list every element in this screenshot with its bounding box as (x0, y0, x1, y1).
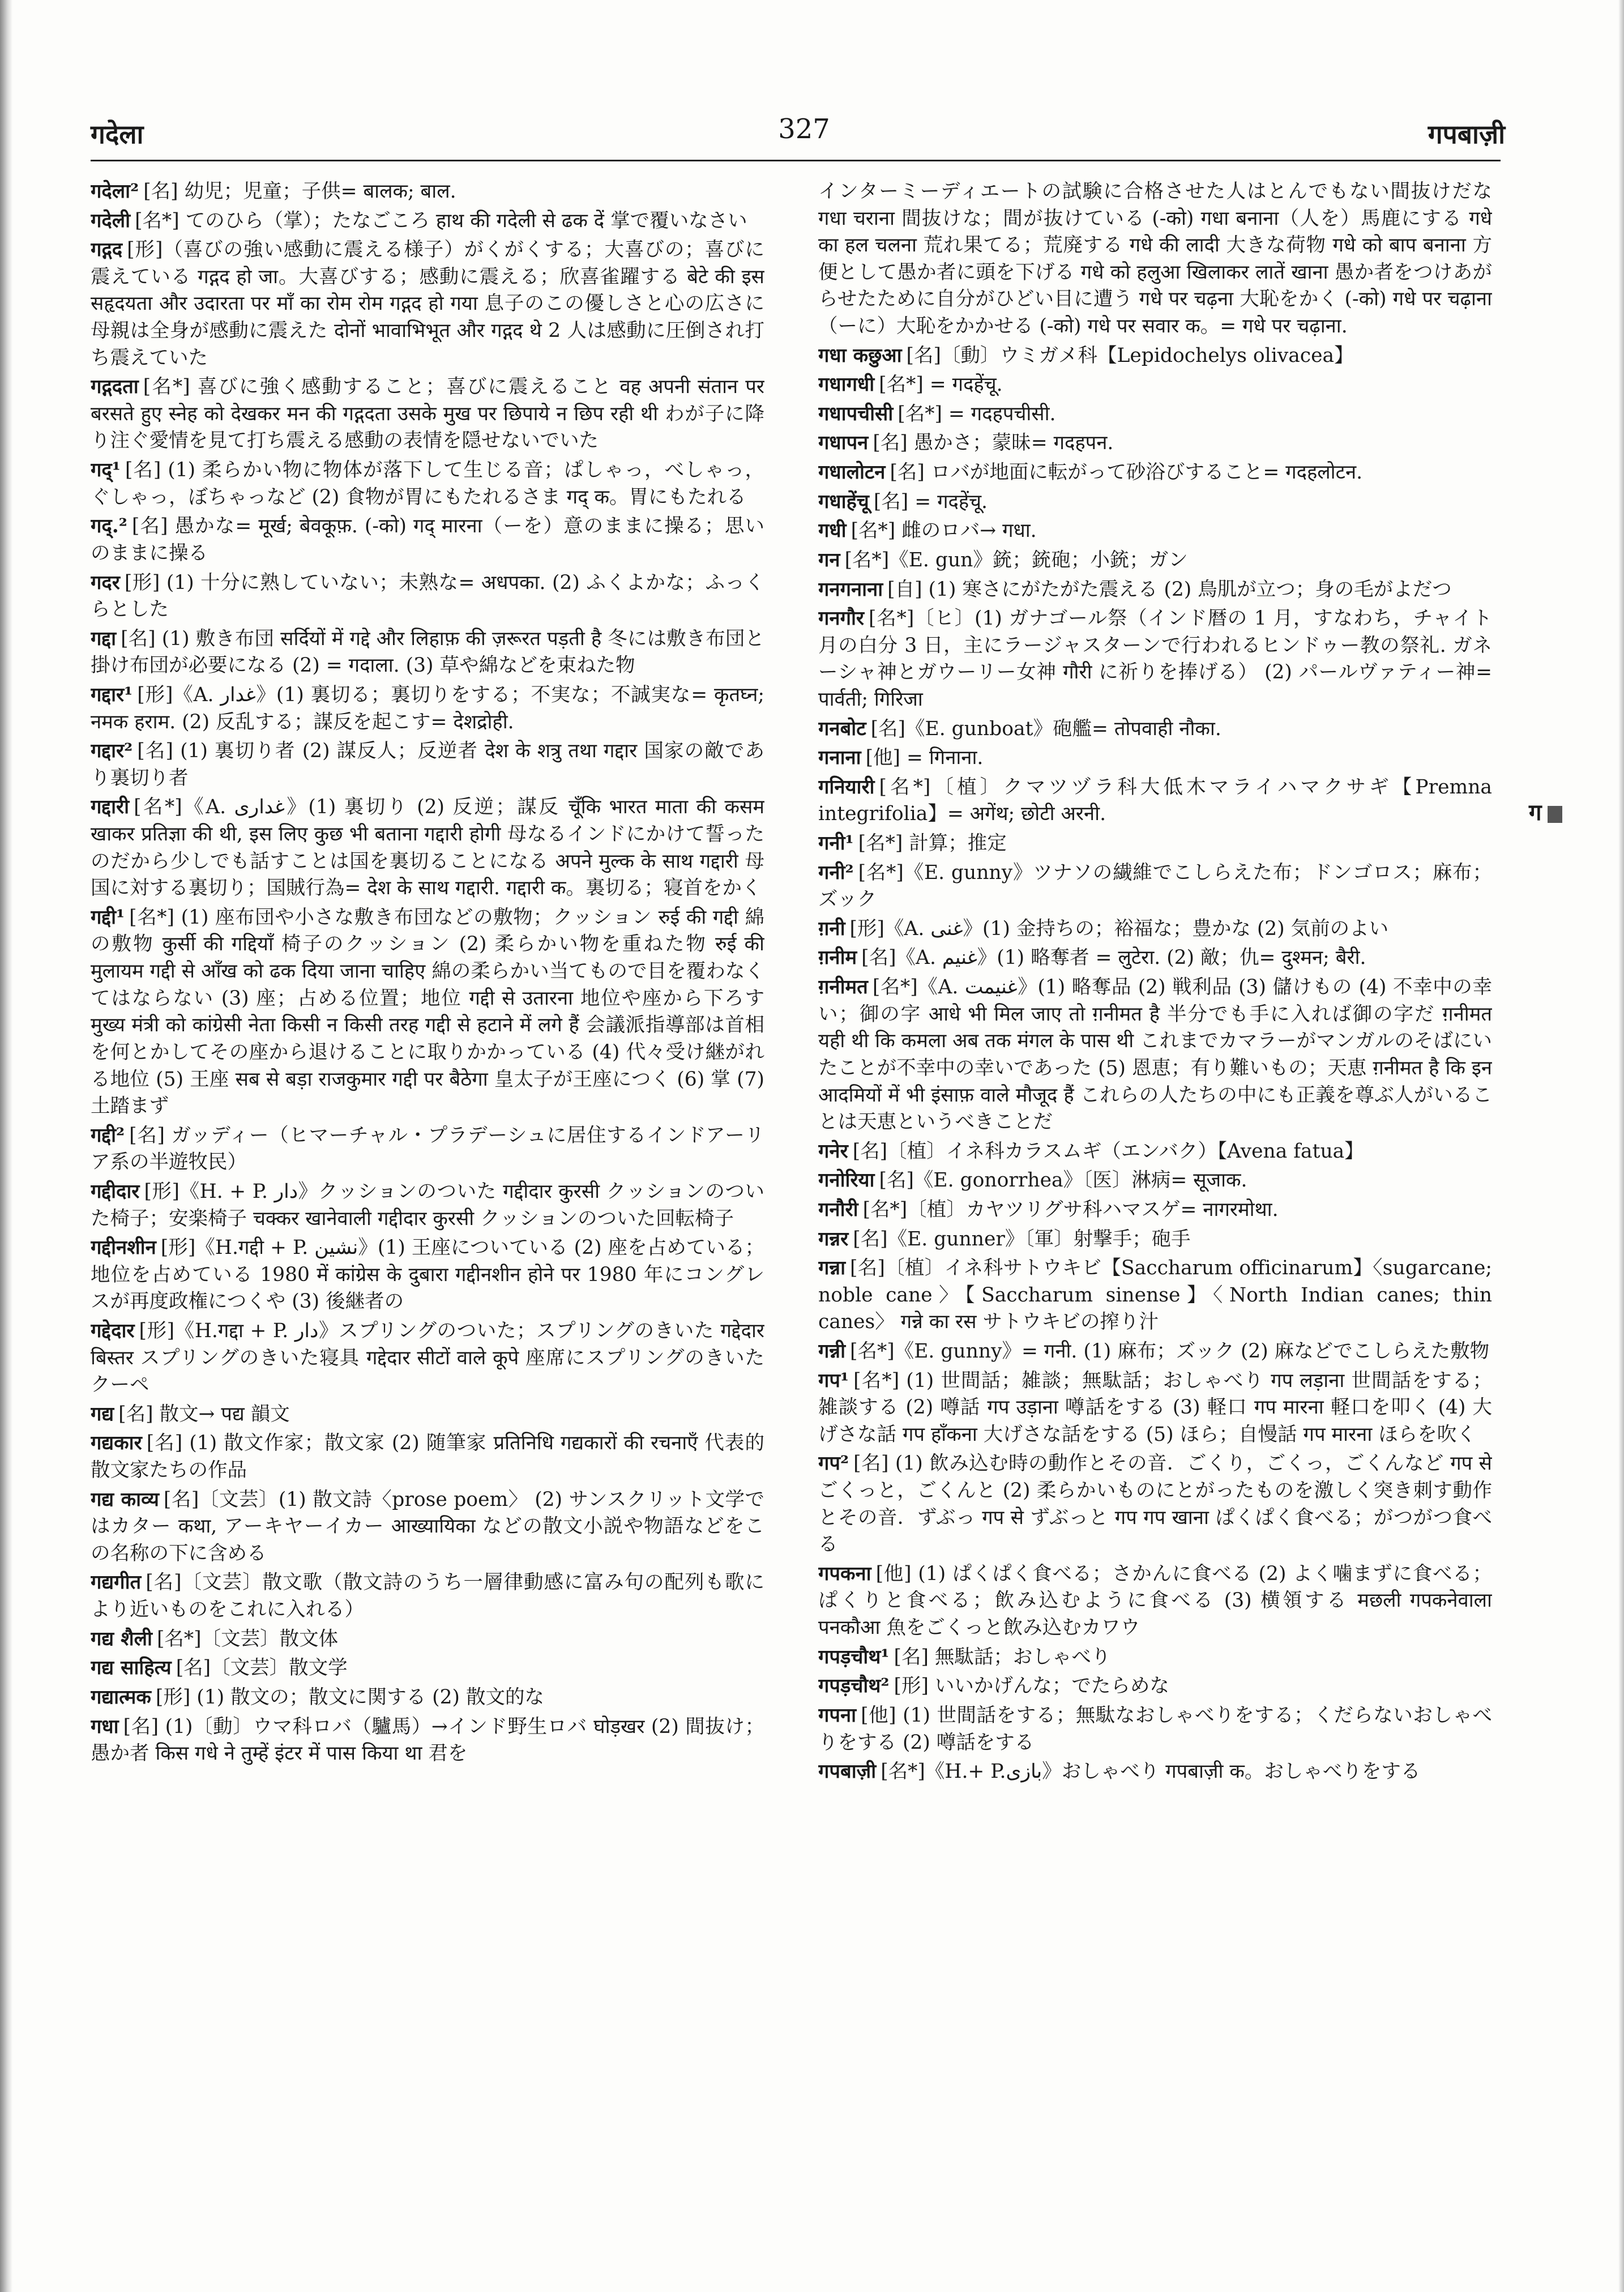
entry-definition: [形] いいかげんな；でたらめな (894, 1675, 1169, 1698)
dictionary-entry (91, 1487, 764, 1568)
header-rule (91, 160, 1501, 161)
entry-definition: [形]（喜びの強い感動に震える様子）がくがくする；大喜びの；喜びに震えている गद्गद हो जा。大喜びする；感動に震える；欣喜雀躍する बेटे की इस सहृदयता और उदारता पर माँ का रोम रोम गद्गद हो गया 息子のこの優しさと心の広さに母親は全身が感動に震えた दोनों भावाभिभूत और गद्गद थे 2 人は感動に圧倒され打ち震えていた (91, 238, 764, 369)
entry-headword: गद्यकार (91, 1432, 142, 1455)
dictionary-entry (818, 860, 1492, 914)
entry-headword: गद्दारी (91, 796, 130, 819)
dictionary-entry (91, 682, 764, 736)
dictionary-entry (818, 1702, 1492, 1756)
entry-definition: [名] 幼児；児童；子供= बालक; बाल. (143, 180, 456, 203)
entry-headword: गद्गदता (91, 375, 139, 399)
thumb-index-tab (1529, 796, 1585, 825)
entry-definition: [名*]〔ヒ〕(1) ガナゴール祭（インド暦の 1 月，すなわち，チャイト月の白分 3 日，主にラージャスターンで行われるヒンドゥー教の祭礼. ガネーシャ神とガウーリー女神 गौरी に祈りを捧げる） (2) パールヴァティー神= पार्वती; गिरिजा (818, 607, 1492, 711)
entry-definition: [名] (1) 裏切り者 (2) 謀反人；反逆者 देश के शत्रु तथा गद्दार 国家の敵であり裏切り者 (91, 740, 764, 789)
dictionary-entry (91, 513, 764, 567)
entry-headword: गद्दार¹ (91, 683, 133, 706)
entry-headword: गपड़चौथ² (818, 1675, 890, 1698)
dictionary-entry (818, 430, 1492, 457)
entry-definition: インターミーディエートの試験に合格させた人はとんでもない間抜けだな गधा चराना 間抜けな；間が抜けている (-को) गधा बनाना（人を）馬鹿にする गधे का हल चलना 荒れ果てる；荒廃する गधे की लादी 大きな荷物 गधे को बाप बनाना 方便として愚か者に頭を下げる गधे को हलुआ खिलाकर लातें खाना 愚か者をつけあがらせたために自分がひどい目に遭う गधे पर चढ़ना 大恥をかく (-को) गधे पर चढ़ाना（ーに）大恥をかかせる (-को) गधे पर सवार क。= गधे पर चढ़ाना. (818, 180, 1492, 338)
entry-definition: [名*]《A. غداری》(1) 裏切り (2) 反逆；謀反 चूँकि भारत माता की कसम खाकर प्रतिज्ञा की थी, इस लिए कुछ भी बताना गद्दारी होगी 母なるインドにかけて誓ったのだから少しでも話すことは国を裏切ることになる अपने मुल्क के साथ गद्दारी 母国に対する裏切り；国賊行為= देश के साथ गद्दारी. गद्दारी क。裏切る；寝首をかく (91, 796, 764, 900)
dictionary-entry (818, 1255, 1492, 1336)
entry-headword: गधा (91, 1715, 119, 1738)
entry-definition: [他] (1) 世間話をする；無駄なおしゃべりをする；くだらないおしゃべりをする (2) 噂話をする (818, 1704, 1492, 1754)
dictionary-entry (818, 774, 1492, 828)
dictionary-entry (91, 208, 764, 235)
entry-headword: गपड़चौथ¹ (818, 1645, 890, 1668)
entry-definition: [名]〔植〕イネ科カラスムギ（エンバク）【Avena fatua】 (852, 1139, 1364, 1163)
entry-headword: गधाहेंचू (818, 490, 869, 513)
dictionary-entry (91, 374, 764, 455)
dictionary-entry (91, 1714, 764, 1768)
entry-headword: गनोरिया (818, 1169, 875, 1192)
entry-headword: गद्य (91, 1402, 114, 1425)
entry-definition: [名]《E. gonorrhea》〔医〕淋病= सूजाक. (879, 1169, 1247, 1192)
entry-headword: गधापन (818, 432, 869, 455)
entry-headword: गद्य शैली (91, 1627, 152, 1650)
dictionary-entry (818, 1561, 1492, 1642)
entry-definition: [形]《H.गद्दा + P. دار》スプリングのついた；スプリングのきいた गद्देदार बिस्तर スプリングのきいた寝具 गद्देदार सीटों वाले कूपे 座席にスプリングのきいたクーペ (91, 1319, 764, 1397)
dictionary-entry (818, 401, 1492, 428)
entry-headword: गपना (818, 1704, 857, 1727)
dictionary-entry (91, 1318, 764, 1399)
entry-definition: [名] ガッディー（ヒマーチャル・プラデーシュに居住するインドアーリア系の半遊牧民） (91, 1124, 764, 1174)
left-guide-word: गदेला (91, 119, 144, 150)
entry-definition: [名] (1) 柔らかい物に物体が落下して生じる音；ぱしゃっ，べしゃっ，ぐしゃっ，ぼちゃっなど (2) 食物が胃にもたれるさま गद्‌ क。胃にもたれる (91, 459, 764, 509)
dictionary-entry (818, 974, 1492, 1136)
entry-headword: गनगनाना (818, 578, 883, 601)
dictionary-entry (818, 178, 1492, 340)
entry-definition: [名] = गदहेंचू. (873, 490, 988, 513)
entry-headword: गद्दीनशीन (91, 1236, 156, 1260)
dictionary-entry (91, 1684, 764, 1711)
entry-definition: [他] = गिनाना. (865, 746, 984, 770)
dictionary-entry (818, 1167, 1492, 1194)
entry-headword: गद्देदार (91, 1319, 135, 1342)
entry-definition: [名]《A. غنیم》(1) 略奪者 = लुटेरा. (2) 敵；仇= दुश्मन; बैरी. (861, 946, 1366, 970)
dictionary-entry (91, 1235, 764, 1316)
entry-definition: [形]《A. غنی》(1) 金持ちの；裕福な；豊かな (2) 気前のよい (849, 917, 1389, 940)
entry-definition: [名*]《H.+ P.بازی》おしゃべり गपबाज़ी क。おしゃべりをする (881, 1760, 1421, 1783)
binding-shadow (0, 0, 12, 2292)
entry-headword: गद्.² (91, 515, 127, 538)
dictionary-entry (818, 547, 1492, 574)
dictionary-entry (818, 1644, 1492, 1671)
right-guide-word: गपबाज़ी (1428, 119, 1505, 150)
entry-definition: [名*]《E. gunny》ツナソの繊維でこしらえた布；ドンゴロス；麻布；ズック (818, 861, 1492, 911)
dictionary-entry (91, 1122, 764, 1176)
entry-headword: गद्¹ (91, 459, 121, 482)
entry-definition: [名*]〔文芸〕散文体 (156, 1627, 339, 1650)
entry-headword: गद्य साहित्य (91, 1657, 172, 1680)
entry-definition: [形]《H.गद्दी + P. نشین》(1) 王座についている (2) 座を占めている；地位を占めている 1980 में कांग्रेस के दुबारा गद्दीनशीन होने पर 1980 年にコングレスが再度政権につくや (3) 後継者の (91, 1236, 764, 1313)
thumb-index-letter: ग (1529, 799, 1542, 826)
entry-definition: [名*]〔植〕クマツヅラ科大低木マライハマクサギ【Premna integrifolia】= अगेंथ; छोटी अरनी. (818, 775, 1492, 826)
dictionary-entry (818, 1138, 1492, 1166)
thumb-index-mark (1548, 806, 1562, 823)
entry-definition: [名] 愚かさ；蒙昧= गदहपन. (873, 432, 1114, 455)
dictionary-entry (91, 457, 764, 511)
entry-headword: गद्गद (91, 238, 123, 262)
entry-definition: [名*] = गदहपचीसी. (898, 402, 1056, 425)
dictionary-entry (91, 1179, 764, 1232)
dictionary-entry (818, 489, 1492, 516)
page-number: 327 (778, 113, 830, 145)
entry-definition: [形] (1) 散文の；散文に関する (2) 散文的な (155, 1685, 544, 1709)
entry-definition: [名] ロバが地面に転がって砂浴びすること= गदहलोटन. (890, 461, 1363, 484)
entry-headword: गदेला² (91, 180, 139, 203)
entry-definition: [名*] 雌のロバ→ गधा. (851, 519, 1037, 543)
entry-headword: ग़नीम (818, 946, 857, 970)
dictionary-entry (818, 1450, 1492, 1558)
dictionary-entry (818, 745, 1492, 772)
dictionary-entry (91, 794, 764, 902)
dictionary-entry (818, 916, 1492, 943)
entry-definition: [名]〔動〕ウミガメ科【Lepidochelys olivacea】 (906, 344, 1354, 367)
entry-headword: गपकना (818, 1562, 871, 1585)
entry-headword: ग़नीमत (818, 976, 868, 999)
entry-definition: [名]〔文芸〕散文歌（散文詩のうち一層律動感に富み句の配列も歌により近いものをこれに入れる） (91, 1571, 764, 1621)
left-column (91, 178, 764, 2240)
entry-definition: [名*] 喜びに強く感動すること；喜びに震えること वह अपनी संतान पर बरसते हुए स्नेह को देखकर मन की गद्गदता उसके मुख पर छिपाये न छिप रही थी わが子に降り注ぐ愛情を見て打ち震える感動の表情を隠せないでいた (91, 375, 764, 453)
entry-headword: गद्दी¹ (91, 906, 125, 929)
dictionary-entry (91, 738, 764, 792)
entry-headword: गद्दार² (91, 740, 133, 763)
entry-headword: गधालोटन (818, 461, 886, 484)
entry-headword: गधापचीसी (818, 402, 894, 425)
entry-definition: [名] (1) 飲み込む時の動作とその音．ごくり，ごくっ，ごくんなど गप से ごくっと，ごくんと (2) 柔らかいものにとがったものを激しく突き刺す動作とその音．ずぶっ गप से ずぶっと गप गप खाना ぱくぱく食べる；がつがつ食べる (818, 1452, 1492, 1556)
dictionary-entry (91, 570, 764, 624)
dictionary-entry (818, 1197, 1492, 1224)
dictionary-entry (91, 178, 764, 206)
entry-headword: गद्य काव्य (91, 1488, 159, 1511)
entry-definition: [形] (1) 十分に熟していない；未熟な= अधपका. (2) ふくよかな；ふっくらとした (91, 571, 764, 621)
dictionary-entry (818, 830, 1492, 857)
dictionary-entry (91, 1401, 764, 1428)
entry-definition: [名]〔文芸〕散文学 (176, 1657, 348, 1680)
entry-definition: [名*] てのひら（掌）；たなごころ हाथ की गदेली से ढक दें 掌で覆いなさい (135, 209, 747, 232)
dictionary-entry (91, 1626, 764, 1653)
entry-definition: [名*] 計算；推定 (858, 832, 1007, 855)
dictionary-entry (818, 1759, 1492, 1786)
entry-definition: [名] (1) 敷き布団 सर्दियों में गद्दे और लिहाफ़ की ज़रूरत पड़ती है 冬には敷き布団と掛け布団が必要になる (2) = गदाला. (3) 草や綿などを束ねた物 (91, 627, 764, 677)
dictionary-entry (818, 459, 1492, 486)
dictionary-entry (91, 1655, 764, 1682)
entry-definition: [他] (1) ぱくぱく食べる；さかんに食べる (2) よく噛まずに食べる；ぱくりと食べる；飲み込むように食べる (3) 横領する मछली गपकनेवाला पनकौआ 魚をごくっと飲み込むカワウ (818, 1562, 1492, 1640)
dictionary-entry (818, 343, 1492, 370)
entry-headword: गनबोट (818, 717, 866, 740)
entry-definition: [名] 無駄話；おしゃべり (894, 1645, 1111, 1668)
dictionary-entry (818, 577, 1492, 604)
entry-headword: गप¹ (818, 1369, 849, 1392)
dictionary-entry (91, 626, 764, 680)
dictionary-entry (818, 605, 1492, 713)
entry-headword: गप² (818, 1452, 849, 1475)
entry-definition: [名*] (1) 座布団や小さな敷き布団などの敷物；クッション रुई की गद्दी 綿の敷物 कुर्सी की गद्दियाँ 椅子のクッション (2) 柔らかい物を重ねた物 रुई की मुलायम गद्दी से आँख को ढक दिया जाना चाहिए 綿の柔らかい当てもので目を覆わなくてはならない (3) 座；占める位置；地位 गद्दी से उतारना 地位や座から下ろす मुख्य मंत्री को कांग्रेसी नेता किसी न किसी तरह गद्दी से हटाने में लगे हैं 会議派指導部は首相を何とかしてその座から退けることに取りかかっている (4) 代々受け継がれる地位 (5) 王座 सब से बड़ा राजकुमार गद्दी पर बैठेगा 皇太子が王座につく (6) 掌 (7) 土踏まず (91, 906, 764, 1118)
entry-definition: [名]《E. gunner》〔軍〕射撃手；砲手 (853, 1227, 1191, 1250)
entry-definition: [名*]〔植〕カヤツリグサ科ハマスゲ= नागरमोथा. (862, 1198, 1279, 1221)
entry-headword: गद्दी² (91, 1124, 125, 1147)
page-edge-shadow (1618, 0, 1624, 2292)
dictionary-entry (91, 237, 764, 372)
dictionary-entry (818, 1673, 1492, 1700)
dictionary-entry (91, 1569, 764, 1623)
entry-headword: गनियारी (818, 775, 875, 799)
entry-headword: गधा कछुआ (818, 344, 902, 367)
entry-headword: गन्नी (818, 1339, 846, 1363)
entry-headword: गनी¹ (818, 832, 854, 855)
right-column (818, 178, 1492, 2240)
dictionary-entry (91, 1430, 764, 1484)
entry-headword: गनेर (818, 1139, 848, 1163)
entry-headword: गनौरी (818, 1198, 858, 1221)
entry-headword: गनाना (818, 746, 861, 770)
entry-headword: गधागधी (818, 373, 875, 396)
dictionary-entry (818, 518, 1492, 545)
entry-headword: गनगौर (818, 607, 865, 630)
dictionary-entry (818, 1338, 1492, 1365)
entry-definition: [名] 散文→ पद्य 韻文 (118, 1402, 290, 1425)
entry-headword: गन (818, 548, 840, 571)
dictionary-entry (818, 945, 1492, 972)
dictionary-entry (818, 1368, 1492, 1449)
entry-definition: [名]〔文芸〕(1) 散文詩〈prose poem〉 (2) サンスクリット文学ではカター कथा, アーキヤーイカー आख्यायिका などの散文小説や物語などをこの名称の下に含める (91, 1488, 764, 1565)
dictionary-entry (91, 904, 764, 1120)
entry-definition: [名]〔植〕イネ科サトウキビ【Saccharum officinarum】〈sugarcane; noble cane〉【Saccharum sinense】〈North Indian canes; thin canes〉 गन्ने का रस サトウキビの搾り汁 (818, 1257, 1492, 1334)
entry-headword: गदर (91, 571, 120, 594)
entry-headword: गन्नर (818, 1227, 849, 1250)
entry-headword: गद्दा (91, 627, 117, 650)
entry-definition: [名]《E. gunboat》砲艦= तोपवाही नौका. (870, 717, 1221, 740)
entry-headword: गनी² (818, 861, 854, 884)
dictionary-entry (818, 372, 1492, 399)
dictionary-entry (818, 1226, 1492, 1253)
entry-headword: गपबाज़ी (818, 1760, 877, 1783)
dictionary-entry (818, 716, 1492, 743)
entry-definition: [名] (1)〔動〕ウマ科ロバ（驢馬）→インド野生ロバ घोड़खर (2) 間抜け；愚か者 किस गधे ने तुम्हें इंटर में पास किया था 君を (91, 1715, 764, 1765)
entry-headword: ग़नी (818, 917, 845, 940)
entry-headword: गधी (818, 519, 847, 543)
entry-definition: [名*] (1) 世間話；雑談；無駄話；おしゃべり गप लड़ाना 世間話をする；雑談する (2) 噂話 गप उड़ाना 噂話をする (3) 軽口 गप मारना 軽口を叩く (4) 大げさな話 गप हाँकना 大げさな話をする (5) ほら；自慢話 गप मारना ほらを吹く (818, 1369, 1492, 1446)
entry-definition: [名] 愚かな= मूर्ख; बेवकूफ़. (-को) गद्‌ मारना（ーを）意のままに操る；思いのままに操る (91, 515, 764, 565)
entry-definition: [名*]《E. gun》銃；銃砲；小銃；ガン (844, 548, 1188, 571)
entry-definition: [名] (1) 散文作家；散文家 (2) 随筆家 प्रतिनिधि गद्यकारों की रचनाएँ 代表的散文家たちの作品 (91, 1432, 764, 1482)
entry-headword: गद्यगीत (91, 1571, 142, 1594)
entry-definition: [名*]《E. gunny》= गनी. (1) 麻布；ズック (2) 麻などでこしらえた敷物 (850, 1339, 1490, 1363)
entry-definition: [形]《H. + P. دار》クッションのついた गद्दीदार कुरसी クッションのついた椅子；安楽椅子 चक्कर खानेवाली गद्दीदार कुरसी クッションのついた回転椅子 (91, 1180, 764, 1230)
entry-headword: गदेली (91, 209, 131, 232)
entry-headword: गद्दीदार (91, 1180, 140, 1203)
entry-definition: [自] (1) 寒さにがたがた震える (2) 鳥肌が立つ；身の毛がよだつ (887, 578, 1452, 601)
entry-definition: [名*]《A. غنیمت》(1) 略奪品 (2) 戦利品 (3) 儲けもの (4) 不幸中の幸い；御の字 आधे भी मिल जाए तो ग़नीमत है 半分でも手に入れば御の字だ ग़नीमत यही थी कि कमला अब तक मंगल के पास थी これまでカマラーがマンガルのそばにいたことが不幸中の幸いであった (5) 恩恵；有り難いもの；天恵 ग़नीमत है कि इन आदमियों में भी इंसाफ़ वाले मौजूद हैं これらの人たちの中にも正義を尊ぶ人がいることは天恵というべきことだ (818, 976, 1492, 1134)
entry-headword: गद्यात्मक (91, 1685, 151, 1709)
entry-headword: गन्ना (818, 1257, 846, 1280)
entry-definition: [名*] = गदहेंचू. (879, 373, 1003, 396)
entry-definition: [形]《A. غدار》(1) 裏切る；裏切りをする；不実な；不誠実な= कृतघ्न; नमक हराम. (2) 反乱する；謀反を起こす= देशद्रोही. (91, 683, 764, 733)
